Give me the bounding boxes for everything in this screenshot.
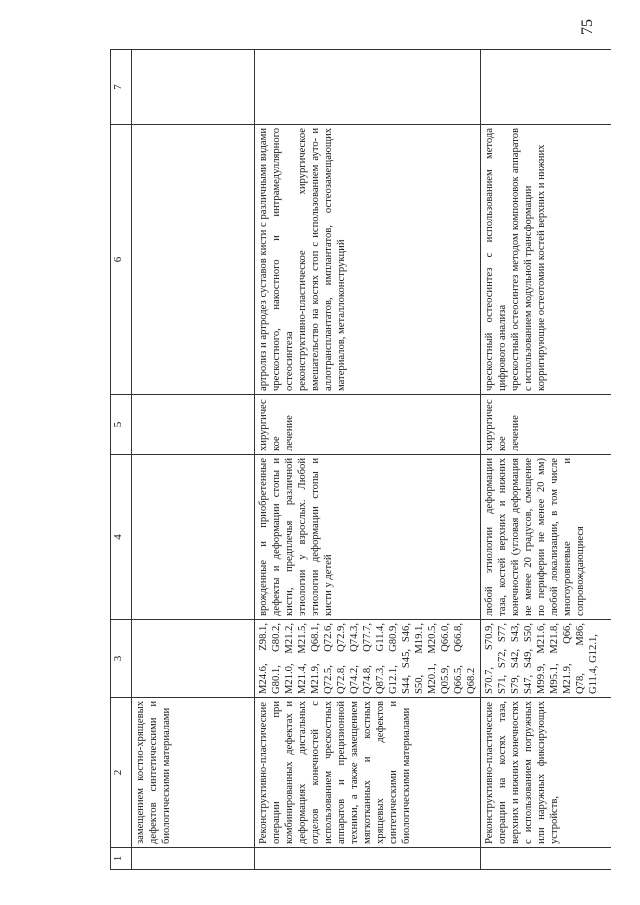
column-header: 6: [111, 125, 132, 395]
header-row: [111, 50, 132, 870]
column-header: 4: [111, 455, 132, 620]
cell-codes: S70.7, S70.9, S71, S72, S77, S79, S42, S43, S47, S49, S50, M99.9, M21.6, M95.1, M21.8, M21.9, Q66, Q78, M86, G11.4, G12.1,: [481, 620, 612, 698]
cell-method: артролиз и артродез суставов кисти с различными видами чрескостного, накостного и интрамедуллярного остеосинтеза реконструктивно-пластическое хирургическое вмешательство на костях стоп с использованием ауто- и аллотрансплантатов, имплантатов, остеозамещающих материалов, металлоконструкций: [255, 125, 481, 395]
cell-intervention: Реконструктивно-пластические операции при комбинированных дефектах и деформациях дистальных отделов конечностей с использованием чрескостных аппаратов и прецизионной техники, а также замещением мягкотканных и костных хрящевых дефектов синтетическими и биологическими материалами: [255, 698, 481, 848]
cell-treatment-type: хирургическое лечение: [255, 395, 481, 455]
column-header: 3: [111, 620, 132, 698]
cell-diagnosis: любой этиологии деформации таза, костей верхних и нижних конечностей (угловая деформация не менее 20 градусов, смещение по периферии не менее 20 мм) любой локализации, в том числе многоуровневые и сопровождающиеся: [481, 455, 612, 620]
cell-norm: [132, 50, 255, 125]
table-row: [132, 50, 255, 870]
cell-treatment-type: хирургическое лечение: [481, 395, 612, 455]
cell-codes: M24.6, Z98.1, G80.1, G80.2, M21.0, M21.2, M21.4, M21.5, M21.9, Q68.1, Q72.5, Q72.6, Q72.8, Q72.9, Q74.2, Q74.3, Q74.8, Q77.7, Q87.3, G11.4, G12.1, G80.9, S44, S45, S46, S50, M19.1, M20.1, M20.5, Q05.9, Q66.0, Q66.5, Q66.8, Q68.2: [255, 620, 481, 698]
cell-diagnosis: [132, 455, 255, 620]
cell-method: чрескостный остеосинтез с использованием метода цифрового анализа чрескостный остеосинтез методом компоновок аппаратов с использованием модульной трансформации корригирующие остеотомии костей верхних и нижних: [481, 125, 612, 395]
cell-norm: [255, 50, 481, 125]
page-number: 75: [579, 19, 596, 35]
rotated-table-wrapper: [110, 50, 640, 870]
cell-number: [132, 848, 255, 870]
cell-number: [255, 848, 481, 870]
column-header: 7: [111, 50, 132, 125]
procedures-table: [110, 49, 611, 870]
cell-diagnosis: врожденные и приобретенные дефекты и деформации стопы и кисти, предплечья различной этиологии у взрослых. Любой этиологии деформации стопы и кисти у детей: [255, 455, 481, 620]
cell-number: [481, 848, 612, 870]
cell-intervention: замещением костно-хрящевых дефектов синтетическими и биологическими материалами: [132, 698, 255, 848]
table-row: [481, 50, 612, 870]
cell-codes: [132, 620, 255, 698]
cell-norm: [481, 50, 612, 125]
table-row: [255, 50, 481, 870]
cell-intervention: Реконструктивно-пластические операции на костях таза, верхних и нижних конечностях с использованием погружных или наружных фиксирующих устройств,: [481, 698, 612, 848]
cell-treatment-type: [132, 395, 255, 455]
column-header: 2: [111, 698, 132, 848]
column-header: 1: [111, 848, 132, 870]
column-header: 5: [111, 395, 132, 455]
cell-method: [132, 125, 255, 395]
